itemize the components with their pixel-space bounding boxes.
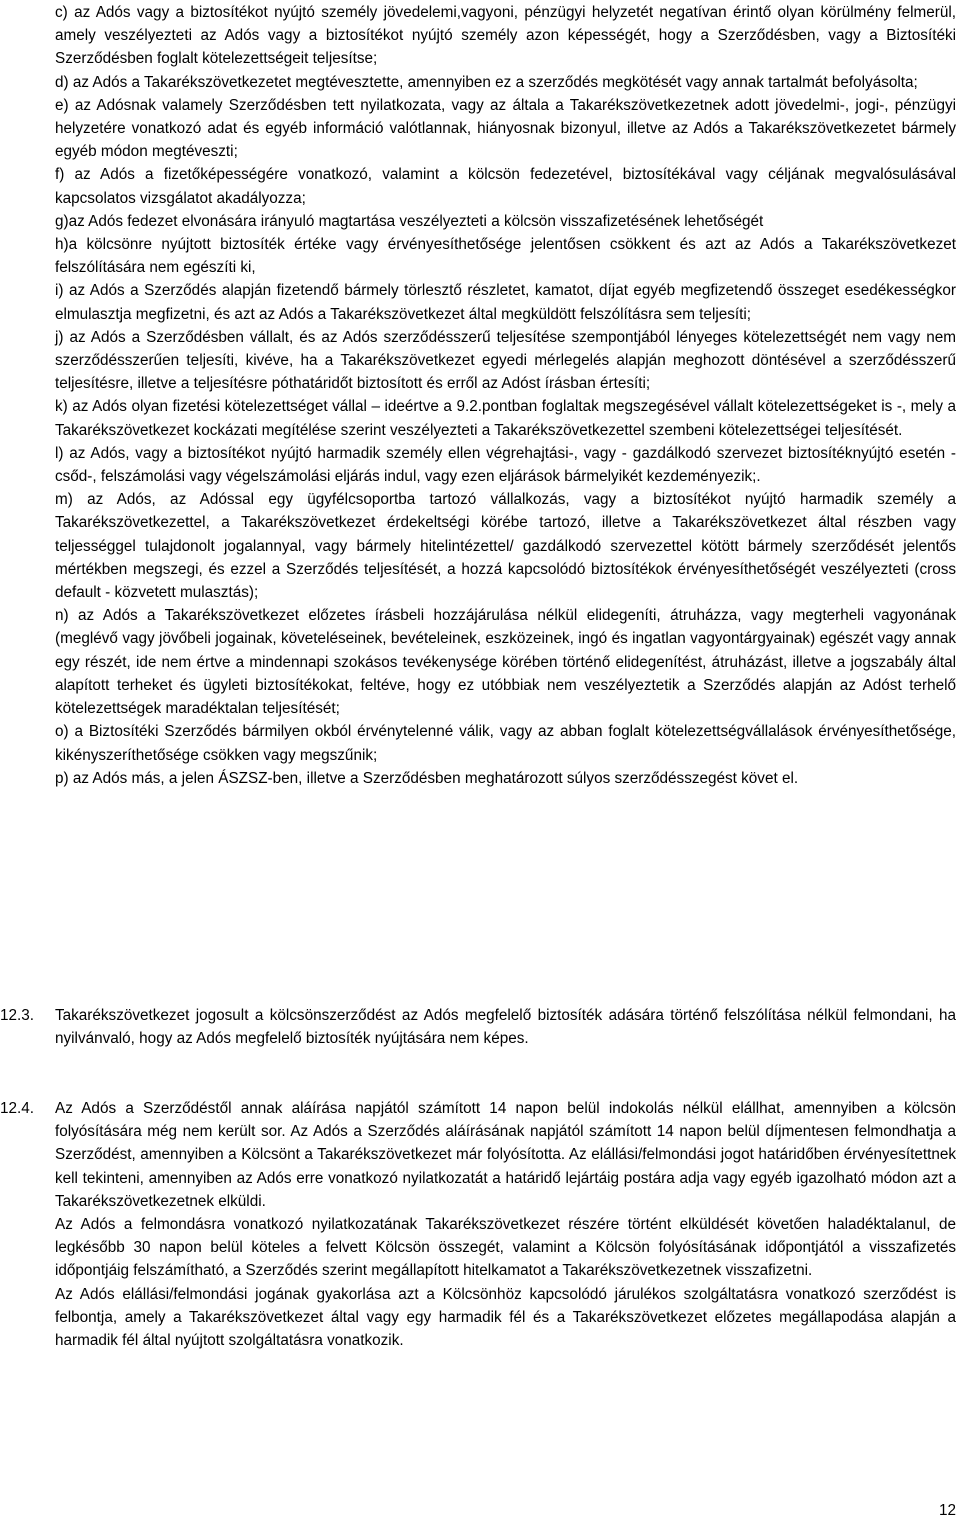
list-item-f: f) az Adós a fizetőképességére vonatkozó, valamint a kölcsön fedezetével, biztosítékával vagy céljának megvalósulásával kapcsolatos vizsgálatot akadályozza;	[55, 166, 956, 207]
section-body	[55, 1097, 956, 1352]
section-number: 12.3.	[0, 1007, 35, 1024]
list-item-k: k) az Adós olyan fizetési kötelezettséget vállal – ideértve a 9.2.pontban foglaltak megszegésével vállalt kötelezettségeket is -, mely a Takarékszövetkezet kockázati megítélése szerint veszélyezteti a Takarékszövetkezettel szembeni kötelezettségei teljesítését.	[55, 398, 956, 439]
section-number: 12.4.	[0, 1100, 35, 1117]
section-paragraph: Takarékszövetkezet jogosult a kölcsönszerződést az Adós megfelelő biztosíték adására történő felszólítása nélkül felmondani, ha nyilvánvaló, hogy az Adós megfelelő biztosíték nyújtására nem képes.	[55, 1007, 956, 1048]
list-item-j: j) az Adós a Szerződésben vállalt, és az Adós szerződésszerű teljesítése szempontjából lényeges kötelezettségét nem vagy nem szerződésszerűen teljesíti, kivéve, ha a Takarékszövetkezet egyedi mérlegelés alapján meghozott döntésével a szerződésszerű teljesítésre, illetve a teljesítésre póthatáridőt biztosított és erről az Adóst írásban értesíti;	[55, 328, 956, 393]
list-item-e: e) az Adósnak valamely Szerződésben tett nyilatkozata, vagy az általa a Takarékszövetkezetnek adott jövedelmi-, jogi-, pénzügyi helyzetére vonatkozó adat és egyéb információ valótlannak, hiányosnak bizonyul, illetve az Adós a Takarékszövetkezetet bármely egyéb módon megtéveszti;	[55, 96, 956, 161]
section-12-3	[0, 1004, 960, 1050]
page-number: 12	[938, 1502, 956, 1519]
section-paragraph: Az Adós elállási/felmondási jogának gyakorlása azt a Kölcsönhöz kapcsolódó járulékos szolgáltatásra vonatkozó szerződést is felbontja, amely a Takarékszövetkezet által vagy egy harmadik fél és a Takarékszövetkezet előzetes megállapodása alapján a harmadik fél által nyújtott szolgáltatásra vonatkozik.	[55, 1285, 956, 1350]
list-item-d: d) az Adós a Takarékszövetkezetet megtévesztette, amennyiben ez a szerződés megkötését vagy annak tartalmát befolyásolta;	[55, 73, 918, 91]
list-item-h: h)a kölcsönre nyújtott biztosíték értéke vagy érvényesíthetősége jelentősen csökkent és azt az Adós a Takarékszövetkezet felszólítására nem egészíti ki,	[55, 236, 956, 277]
list-item-n: n) az Adós a Takarékszövetkezet előzetes írásbeli hozzájárulása nélkül elidegeníti, átruházza, vagy megterheli vagyonának (meglévő vagy jövőbeli jogainak, követeléseinek, bevételeinek, eszközeinek, ingó és ingatlan vagyontárgyainak) egészét vagy annak egy részét, ide nem értve a mindennapi szokásos tevékenysége körében történő elidegenítést, átruházást, illetve a jogszabály által alapított terheket és ügyleti biztosítékokat, feltéve, hogy ez utóbbiak nem veszélyeztetik a Szerződés alapján az Adóst terhelő kötelezettségek maradéktalan teljesítését;	[55, 607, 956, 718]
default-events-list	[55, 1, 956, 790]
section-12-4	[0, 1097, 960, 1352]
list-item-m: m) az Adós, az Adóssal egy ügyfélcsoportba tartozó vállalkozás, vagy a biztosítékot nyújtó harmadik személy a Takarékszövetkezettel, a Takarékszövetkezet érdekeltségi körébe tartozó, illetve a Takarékszövetkezet által részben vagy teljességgel tulajdonolt jogalannyal, vagy bármely hitelintézettel/ gazdálkodó szervezettel kötött bármely szerződését jelentős mértékben megszegi, és ezzel a Szerződés teljesítését, a hozzá kapcsolódó biztosítékok érvényesíthetőségét veszélyezteti (cross default - közvetett mulasztás);	[55, 491, 956, 602]
section-body	[55, 1004, 956, 1050]
section-paragraph: Az Adós a Szerződéstől annak aláírása napjától számított 14 napon belül indokolás nélkül elállhat, amennyiben a kölcsön folyósítására még nem került sor. Az Adós a Szerződés aláírásának napjától számított 14 napon belül díjmentesen felmondhatja a Szerződést, amennyiben a Kölcsönt a Takarékszövetkezet már folyósította. Az elállási/felmondási jogot határidőben érvényesítettnek kell tekinteni, amennyiben az Adós erre vonatkozó nyilatkozatát a határidő lejártáig postára adja vagy egyéb igazolható módon azt a Takarékszövetkezetnek elküldi.	[55, 1100, 956, 1210]
list-item-g: g)az Adós fedezet elvonására irányuló magtartása veszélyezteti a kölcsön visszafizetésének lehetőségét	[55, 212, 764, 230]
list-item-c: c) az Adós vagy a biztosítékot nyújtó személy jövedelemi,vagyoni, pénzügyi helyzetét negatívan érintő olyan körülmény felmerül, amely veszélyezteti az Adós vagy a biztosítékot nyújtó személy azon képességét, hogy a Szerződésben, vagy a Biztosítéki Szerződésben foglalt kötelezettségeit teljesítse;	[55, 4, 956, 68]
list-item-o: o) a Biztosítéki Szerződés bármilyen okból érvénytelenné válik, vagy az abban foglalt kötelezettségvállalások érvényesíthetősége, kikényszeríthetősége csökken vagy megszűnik;	[55, 723, 956, 764]
list-item-p: p) az Adós más, a jelen ÁSZSZ-ben, illetve a Szerződésben meghatározott súlyos szerződésszegést követ el.	[55, 769, 799, 787]
list-item-l: l) az Adós, vagy a biztosítékot nyújtó harmadik személy ellen végrehajtási-, vagy - gazdálkodó szervezet biztosítéknyújtó esetén - csőd-, felszámolási vagy végelszámolási eljárás indul, vagy ezen eljárások bármelyikét kezdeményezik;.	[55, 444, 956, 486]
list-item-i: i) az Adós a Szerződés alapján fizetendő bármely törlesztő részletet, kamatot, díjat egyéb megfizetendő összeget esedékességkor elmulasztja megfizetni, és azt az Adós a Takarékszövetkezet által megküldött felszólításra sem teljesíti;	[55, 282, 956, 323]
section-paragraph: Az Adós a felmondásra vonatkozó nyilatkozatának Takarékszövetkezet részére történt elküldését követően haladéktalanul, de legkésőbb 30 napon belül köteles a felvett Kölcsön összegét, valamint a Kölcsön folyósításának időpontjától a visszafizetés időpontjáig felszámítható, a Szerződés szerint megállapított hitelkamatot a Takarékszövetkezetnek visszafizetni.	[55, 1216, 956, 1280]
